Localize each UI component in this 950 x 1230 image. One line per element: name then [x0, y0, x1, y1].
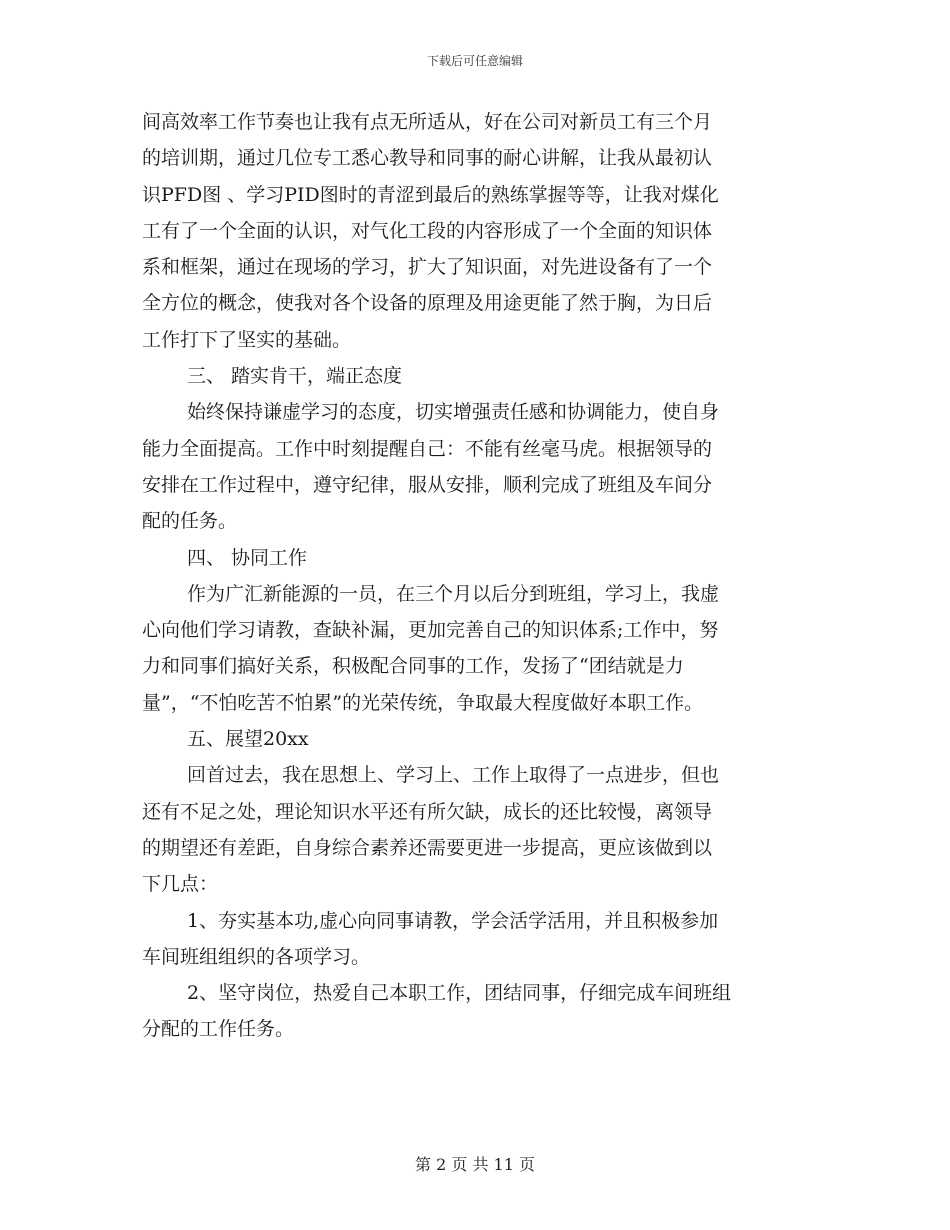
section-heading: 三、 踏实肯干，端正态度	[187, 365, 403, 388]
text-line: 量”，“不怕吃苦不怕累”的光荣传统，争取最大程度做好本职工作。	[142, 691, 704, 714]
document-body	[142, 104, 810, 1048]
text-line: 工作打下了坚实的基础。	[142, 328, 352, 351]
text-line: 能力全面提高。工作中时刻提醒自己：不能有丝毫马虎。根据领导的	[142, 437, 713, 460]
text-line: 的培训期，通过几位专工悉心教导和同事的耐心讲解，让我从最初认	[142, 147, 713, 170]
text-line: 间高效率工作节奏也让我有点无所适从，好在公司对新员工有三个月	[142, 111, 713, 133]
text-line: 下几点：	[142, 873, 219, 896]
text-line: 配的任务。	[142, 510, 238, 533]
text-line: 回首过去，我在思想上、学习上、工作上取得了一点进步，但也	[187, 764, 720, 787]
section-heading: 五、展望20xx	[187, 728, 309, 751]
text-line: 分配的工作任务。	[142, 1018, 295, 1041]
list-item: 1、夯实基本功,虚心向同事请教，学会活学活用，并且积极参加	[187, 909, 719, 932]
text-line: 车间班组组织的各项学习。	[142, 945, 371, 968]
text-line: 作为广汇新能源的一员，在三个月以后分到班组，学习上，我虚	[187, 582, 720, 605]
section-heading: 四、 协同工作	[187, 546, 308, 569]
text-line: 心向他们学习请教，查缺补漏，更加完善自己的知识体系;工作中，努	[142, 619, 719, 642]
page-header-note: 下载后可任意编辑	[426, 54, 523, 68]
text-line: 始终保持谦虚学习的态度，切实增强责任感和协调能力，使自身	[187, 401, 720, 424]
text-line: 力和同事们搞好关系，积极配合同事的工作，发扬了“团结就是力	[142, 655, 684, 678]
text-line: 系和框架，通过在现场的学习，扩大了知识面，对先进设备有了一个	[142, 256, 713, 279]
text-line: 还有不足之处，理论知识水平还有所欠缺，成长的还比较慢，离领导	[142, 800, 713, 823]
text-line: 的期望还有差距，自身综合素养还需要更进一步提高，更应该做到以	[142, 836, 713, 859]
text-line: 工有了一个全面的认识，对气化工段的内容形成了一个全面的知识体	[142, 219, 713, 242]
text-line: 安排在工作过程中，遵守纪律，服从安排，顺利完成了班组及车间分	[142, 473, 713, 496]
list-item: 2、坚守岗位，热爱自己本职工作，团结同事，仔细完成车间班组	[187, 982, 732, 1005]
text-line: 识PFD图 、学习PID图时的青涩到最后的熟练掌握等等，让我对煤化	[142, 183, 719, 206]
page-number: 第 2 页 共 11 页	[415, 1155, 535, 1174]
text-line: 全方位的概念，使我对各个设备的原理及用途更能了然于胸，为日后	[142, 292, 713, 315]
